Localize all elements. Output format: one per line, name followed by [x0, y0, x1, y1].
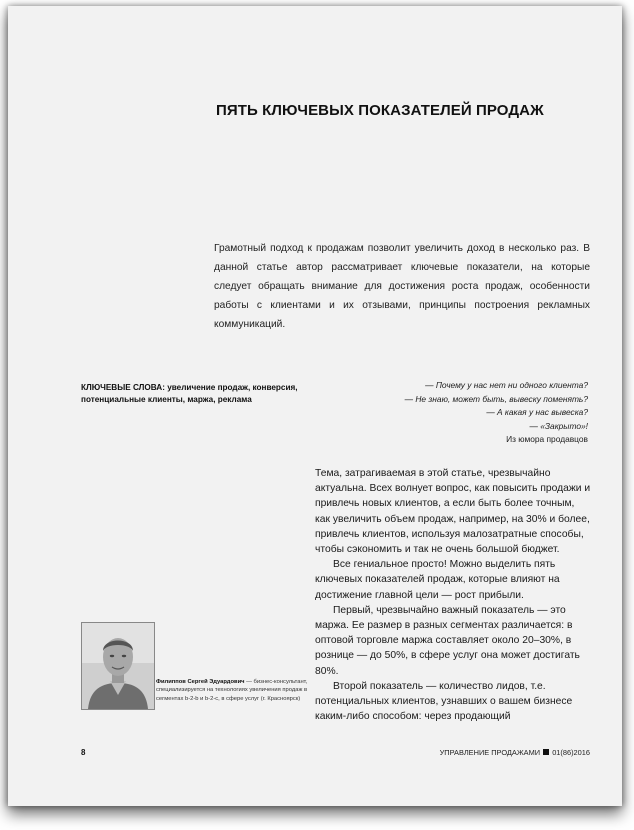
page-number: 8 [81, 748, 86, 757]
author-photo [81, 622, 155, 710]
article-title: ПЯТЬ КЛЮЧЕВЫХ ПОКАЗАТЕЛЕЙ ПРОДАЖ [216, 102, 544, 119]
epigraph-source: Из юмора продавцов [506, 434, 588, 444]
body-paragraph: Первый, чрезвычайно важный показатель — это маржа. Ее размер в разных сегментах различается: в оптовой торговле маржа составляет около 20–30%, в рознице — до 50%, в сфере услуг она может достигать 80%. [315, 604, 580, 677]
author-bio [156, 678, 326, 703]
epigraph-line: — «Закрыто»! [529, 420, 588, 431]
author-description: — бизнес-консультант, специализируется на технологиях увеличения продаж в сегментах b-2-b и b-2-c, в сфере услуг (г. Красноярск) [156, 679, 308, 702]
article-lead: Грамотный подход к продажам позволит увеличить доход в несколько раз. В данной статье автор рассматривает ключевые показатели, на которые следует обращать внимание для достижения роста продаж, особенности работы с клиентами и их отзывами, принципы построения рекламных коммуникаций. [214, 243, 590, 330]
article-body [315, 466, 591, 724]
epigraph-line: — Почему у нас нет ни одного клиента? [425, 380, 588, 390]
magazine-footer [418, 748, 590, 757]
epigraph-line: — Не знаю, может быть, вывеску поменять? [404, 393, 588, 404]
article-keywords: КЛЮЧЕВЫЕ СЛОВА: увеличение продаж, конверсия, потенциальные клиенты, маржа, реклама [81, 383, 298, 404]
author-name: Филиппов Сергей Эдуардович [156, 679, 245, 685]
body-paragraph: Все гениальное просто! Можно выделить пять ключевых показателей продаж, которые влияют на достижение главной цели — рост прибыли. [315, 559, 560, 601]
body-paragraph: Второй показатель — количество лидов, т.е. потенциальных клиентов, узнавших о вашем бизнесе каким-либо способом: через продающий [315, 680, 573, 723]
body-paragraph: Тема, затрагиваемая в этой статье, чрезвычайно актуальна. Всех волнует вопрос, как повысить продажи и привлечь новых клиентов, а если быть более точным, как увеличить объем продаж, например, на 30% и более, привлечь клиентов, используя малозатратные способы, чтобы сэкономить и так не очень большой бюджет. [315, 468, 591, 556]
square-separator-icon [543, 749, 549, 755]
magazine-name: УПРАВЛЕНИЕ ПРОДАЖАМИ [439, 748, 541, 757]
epigraph-line: — А какая у нас вывеска? [486, 407, 588, 417]
magazine-page [8, 6, 622, 806]
author-portrait-icon [82, 623, 154, 709]
epigraph [348, 379, 588, 447]
issue-number: 01(86)2016 [552, 748, 590, 757]
